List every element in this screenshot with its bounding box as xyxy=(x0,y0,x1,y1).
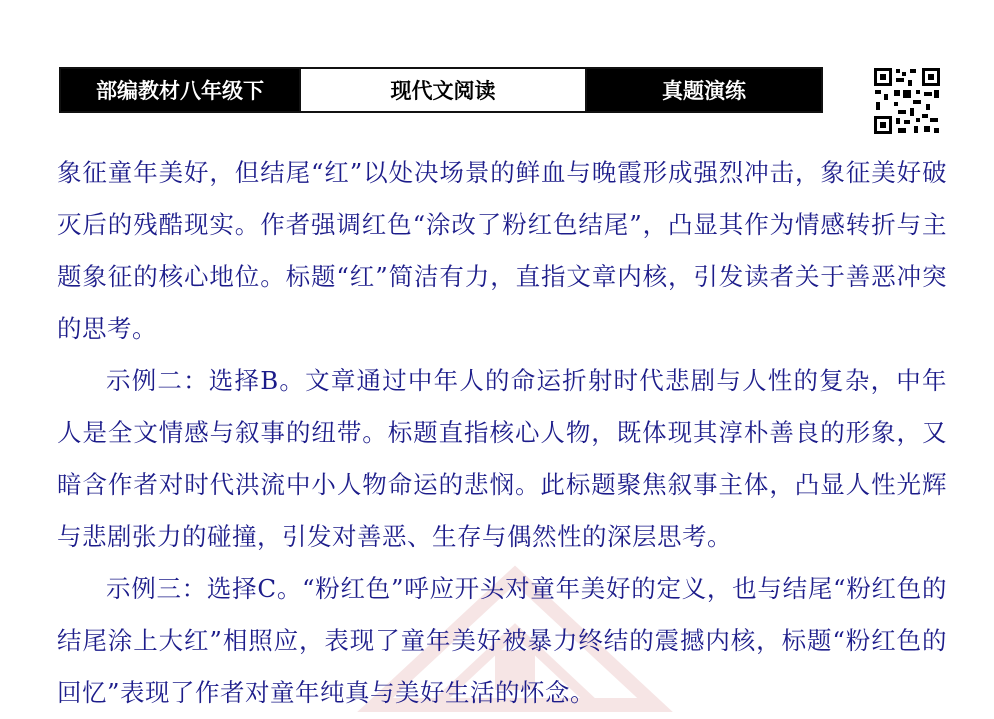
header-section-title: 现代文阅读 xyxy=(299,69,587,111)
header-practice-label: 真题演练 xyxy=(587,69,821,111)
header-textbook-label: 部编教材八年级下 xyxy=(61,69,299,111)
paragraph-example-2: 示例二：选择B。文章通过中年人的命运折射时代悲剧与人性的复杂，中年人是全文情感与叙事的纽带。标题直指核心人物，既体现其淳朴善良的形象，又暗含作者对时代洪流中小人物命运的悲悯。此标题聚焦叙事主体，凸显人性光辉与悲剧张力的碰撞，引发对善恶、生存与偶然性的深层思考。 xyxy=(57,366,947,551)
header-bar xyxy=(59,67,823,113)
qr-code-icon xyxy=(872,66,942,136)
article-body xyxy=(57,147,947,719)
paragraph-example-3: 示例三：选择C。“粉红色”呼应开头对童年美好的定义，也与结尾“粉红色的结尾涂上大红”相照应，表现了童年美好被暴力终结的震撼内核，标题“粉红色的回忆”表现了作者对童年纯真与美好生活的怀念。 xyxy=(57,574,947,707)
paragraph-1: 象征童年美好，但结尾“红”以处决场景的鲜血与晚霞形成强烈冲击，象征美好破灭后的残酷现实。作者强调红色“涂改了粉红色结尾”，凸显其作为情感转折与主题象征的核心地位。标题“红”简洁有力，直指文章内核，引发读者关于善恶冲突的思考。 xyxy=(57,158,947,343)
